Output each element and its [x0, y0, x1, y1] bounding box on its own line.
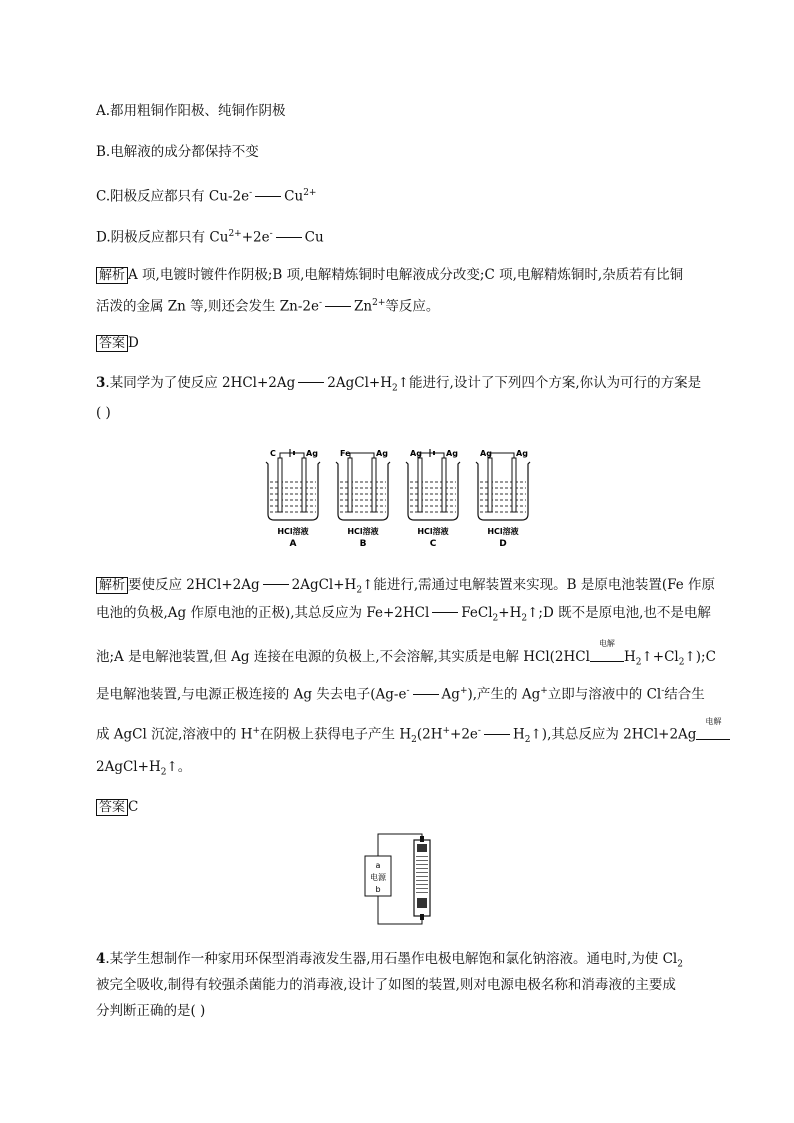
option-label: C: [429, 539, 437, 549]
electrode-left-label: C: [270, 449, 276, 458]
electrode-left: [418, 458, 422, 512]
q3-analysis-line-3: 池;A 是电解池装置,但 Ag 连接在电源的负极上,不会溶解,其实质是电解 HCl(2HCl 电解 $H_2↑+Cl_2↑);C$: [96, 639, 716, 668]
q4-stem-line-2: 被完全吸收,制得有较强杀菌能力的消毒液,设计了如图的装置,则对电源电极名称和消毒液的主要成: [96, 977, 676, 993]
electrode-right: [512, 458, 516, 512]
electrode-right-label: Ag: [446, 449, 458, 458]
q3-a4-mid: Ag: [441, 686, 460, 703]
option-b: B.电解液的成分都保持不变: [96, 144, 259, 160]
beaker-outline: [406, 462, 460, 520]
q3-analysis-line-4: 是电解池装置,与电源正极连接的 Ag 失去电子(Ag-e- Ag+),产生的 Ag+立即与溶液中的 Cl-结合生: [96, 686, 705, 703]
option-d-pre: D.阴极反应都只有 Cu: [96, 229, 229, 246]
q2-answer-value: D: [128, 335, 139, 351]
analysis-tag: 解析: [96, 267, 128, 284]
electrode-left: [488, 458, 492, 512]
option-label: D: [499, 539, 507, 549]
option-d-post: Cu: [304, 229, 324, 246]
solution-label: HCl溶液: [347, 527, 379, 536]
electrode-right: [372, 458, 376, 512]
q3-analysis-line-2: 电池的负极,Ag 作原电池的正极),其总反应为 Fe+2HCl $FeCl_2+H_2↑;D$ 既不是原电池,也不是电解: [96, 605, 711, 624]
q3-a3-post: ↑);C: [684, 649, 716, 665]
solution-label: HCl溶液: [487, 527, 519, 536]
option-c: C.阳极反应都只有 Cu-2e- $Cu^{2+}$: [96, 188, 317, 205]
q3-a3-pre: 池;A 是电解池装置,但 Ag 连接在电源的负极上,不会溶解,其实质是电解 HCl(2HCl: [96, 649, 590, 665]
q3-analysis-line-1: 解析 要使反应 2HCl+2Ag $2AgCl+H_2↑$能进行,需通过电解装置来实现。B 是原电池装置(Fe 作原: [96, 576, 715, 600]
q2-analysis-line-2: 活泼的金属 Zn 等,则还会发生 Zn-2e- $Zn^{2+}$等反应。: [96, 298, 440, 315]
q3-answer-value: C: [128, 799, 139, 815]
q3-answer: [96, 798, 138, 816]
answer-tag: 答案: [96, 335, 128, 352]
power-source-label: 电源: [370, 873, 386, 882]
q3-analysis-line-5: 成 AgCl 沉淀,溶液中的 H+在阴极上获得电子产生 $H_2(2H^++2e^-$ $H_2↑$),其总反应为 2HCl+2Ag 电解: [96, 722, 730, 749]
electrolysis-condition-2: 电解: [705, 716, 722, 726]
electrode-left-label: Ag: [480, 449, 492, 458]
q3-paren: ( ): [96, 405, 111, 421]
solution-label: HCl溶液: [277, 527, 309, 536]
q3-stem-mid: 2AgCl+H: [327, 375, 393, 391]
beaker-B: [336, 449, 390, 549]
option-label: B: [359, 539, 367, 549]
q3-a6-post: ↑。: [166, 759, 192, 775]
electrode-right: [442, 458, 446, 512]
q3-a4-post: 立即与溶液中的 Cl: [547, 686, 662, 703]
option-c-post: Cu: [284, 188, 304, 205]
q3-a5-mid4: H: [512, 726, 525, 743]
option-d: D.阴极反应都只有 $Cu^{2+}+2e^-$ Cu: [96, 229, 324, 246]
electrode-left: [278, 458, 282, 512]
q2-analysis-end: 等反应。: [385, 298, 440, 315]
solution-label: HCl溶液: [417, 527, 449, 536]
wire: [490, 453, 514, 458]
beaker-C: [406, 449, 460, 549]
q3-stem-post: ↑能进行,设计了下列四个方案,你认为可行的方案是: [397, 375, 702, 391]
electrode-right-label: Ag: [516, 449, 528, 458]
q3-stem-pre: .某同学为了使反应 2HCl+2Ag: [105, 375, 296, 391]
answer-tag-2: 答案: [96, 799, 128, 816]
option-label: A: [289, 539, 297, 549]
electrode-right-label: Ag: [306, 449, 318, 458]
power-b-label: b: [375, 885, 381, 894]
q2-analysis-zn: Zn: [354, 298, 373, 315]
electrode-left-label: Ag: [410, 449, 422, 458]
q3-analysis-line-6: $2AgCl+H_2↑$。: [96, 759, 192, 778]
analysis-tag-2: 解析: [96, 577, 128, 594]
electrode-left-label: Fe: [340, 449, 351, 458]
option-c-pre: C.阳极反应都只有 Cu-2e: [96, 188, 250, 205]
q3-a5-mid: 在阴极上获得电子产生 H: [260, 726, 412, 743]
q3-a1-post: ↑能进行,需通过电解装置来实现。B 是原电池装置(Fe 作原: [362, 577, 716, 593]
q4-stem-line-3: 分判断正确的是( ): [96, 1003, 206, 1019]
disinfectant-generator-figure: [358, 830, 448, 930]
q3-a2-post: ↑;D 既不是原电池,也不是电解: [527, 605, 711, 621]
q3-a2-mid2: +H: [498, 605, 522, 621]
q3-a5-mid3: +2e: [450, 726, 478, 743]
wire: [350, 453, 374, 458]
beaker-outline: [476, 462, 530, 520]
q3-a5-post: ↑),其总反应为 2HCl+2Ag: [530, 726, 697, 743]
electrode-right: [302, 458, 306, 512]
beaker-figure: [260, 444, 540, 554]
q3-a4-mid2: ),产生的 Ag: [467, 686, 541, 703]
q3-a1-mid: 2AgCl+H: [291, 577, 357, 593]
beaker-outline: [336, 462, 390, 520]
power-a-label: a: [375, 861, 381, 870]
wire: [420, 453, 444, 458]
q2-answer: [96, 334, 139, 352]
q3-stem: 3.某同学为了使反应 2HCl+2Ag $2AgCl+H_2↑$能进行,设计了下列四个方案,你认为可行的方案是: [96, 375, 702, 394]
electrode-left: [348, 458, 352, 512]
electrode-right-label: Ag: [376, 449, 388, 458]
q3-a3-mid: H: [623, 649, 636, 665]
q2-analysis-text-2: 活泼的金属 Zn 等,则还会发生 Zn-2e: [96, 298, 319, 315]
beaker-outline: [266, 462, 320, 520]
option-a: A.都用粗铜作阳极、纯铜作阴极: [96, 103, 286, 119]
electrolysis-condition: 电解: [598, 639, 615, 648]
beaker-A: [266, 449, 320, 549]
q3-a3-mid2: ↑+Cl: [641, 649, 679, 665]
q3-a2-mid: FeCl: [461, 605, 493, 621]
q4-stem-line-1: 4.某学生想制作一种家用环保型消毒液发生器,用石墨作电极电解饱和氯化钠溶液。通电时,为使 $Cl_2$: [96, 951, 683, 970]
q3-a4-end: 结合生: [664, 686, 705, 703]
beaker-D: [476, 449, 530, 549]
q3-a2-pre: 电池的负极,Ag 作原电池的正极),其总反应为 Fe+2HCl: [96, 605, 430, 621]
q2-analysis-text-1: A 项,电镀时镀件作阴极;B 项,电解精炼铜时电解液成分改变;C 项,电解精炼铜时,杂质若有比铜: [128, 267, 684, 283]
q3-number: 3: [96, 375, 106, 391]
q4-number: 4: [96, 951, 106, 967]
q3-a1-pre: 要使反应 2HCl+2Ag: [128, 577, 260, 593]
option-d-mid: +2e: [241, 229, 270, 246]
q3-a6: 2AgCl+H: [96, 759, 161, 775]
q3-a4-pre: 是电解池装置,与电源正极连接的 Ag 失去电子(Ag-e: [96, 686, 407, 703]
q2-analysis-line-1: [96, 266, 683, 284]
wire: [280, 453, 304, 458]
q4-text-1: .某学生想制作一种家用环保型消毒液发生器,用石墨作电极电解饱和氯化钠溶液。通电时,为使 Cl: [105, 951, 678, 967]
q3-a5-mid2: (2H: [416, 726, 443, 743]
q3-a5-pre: 成 AgCl 沉淀,溶液中的 H: [96, 726, 253, 743]
